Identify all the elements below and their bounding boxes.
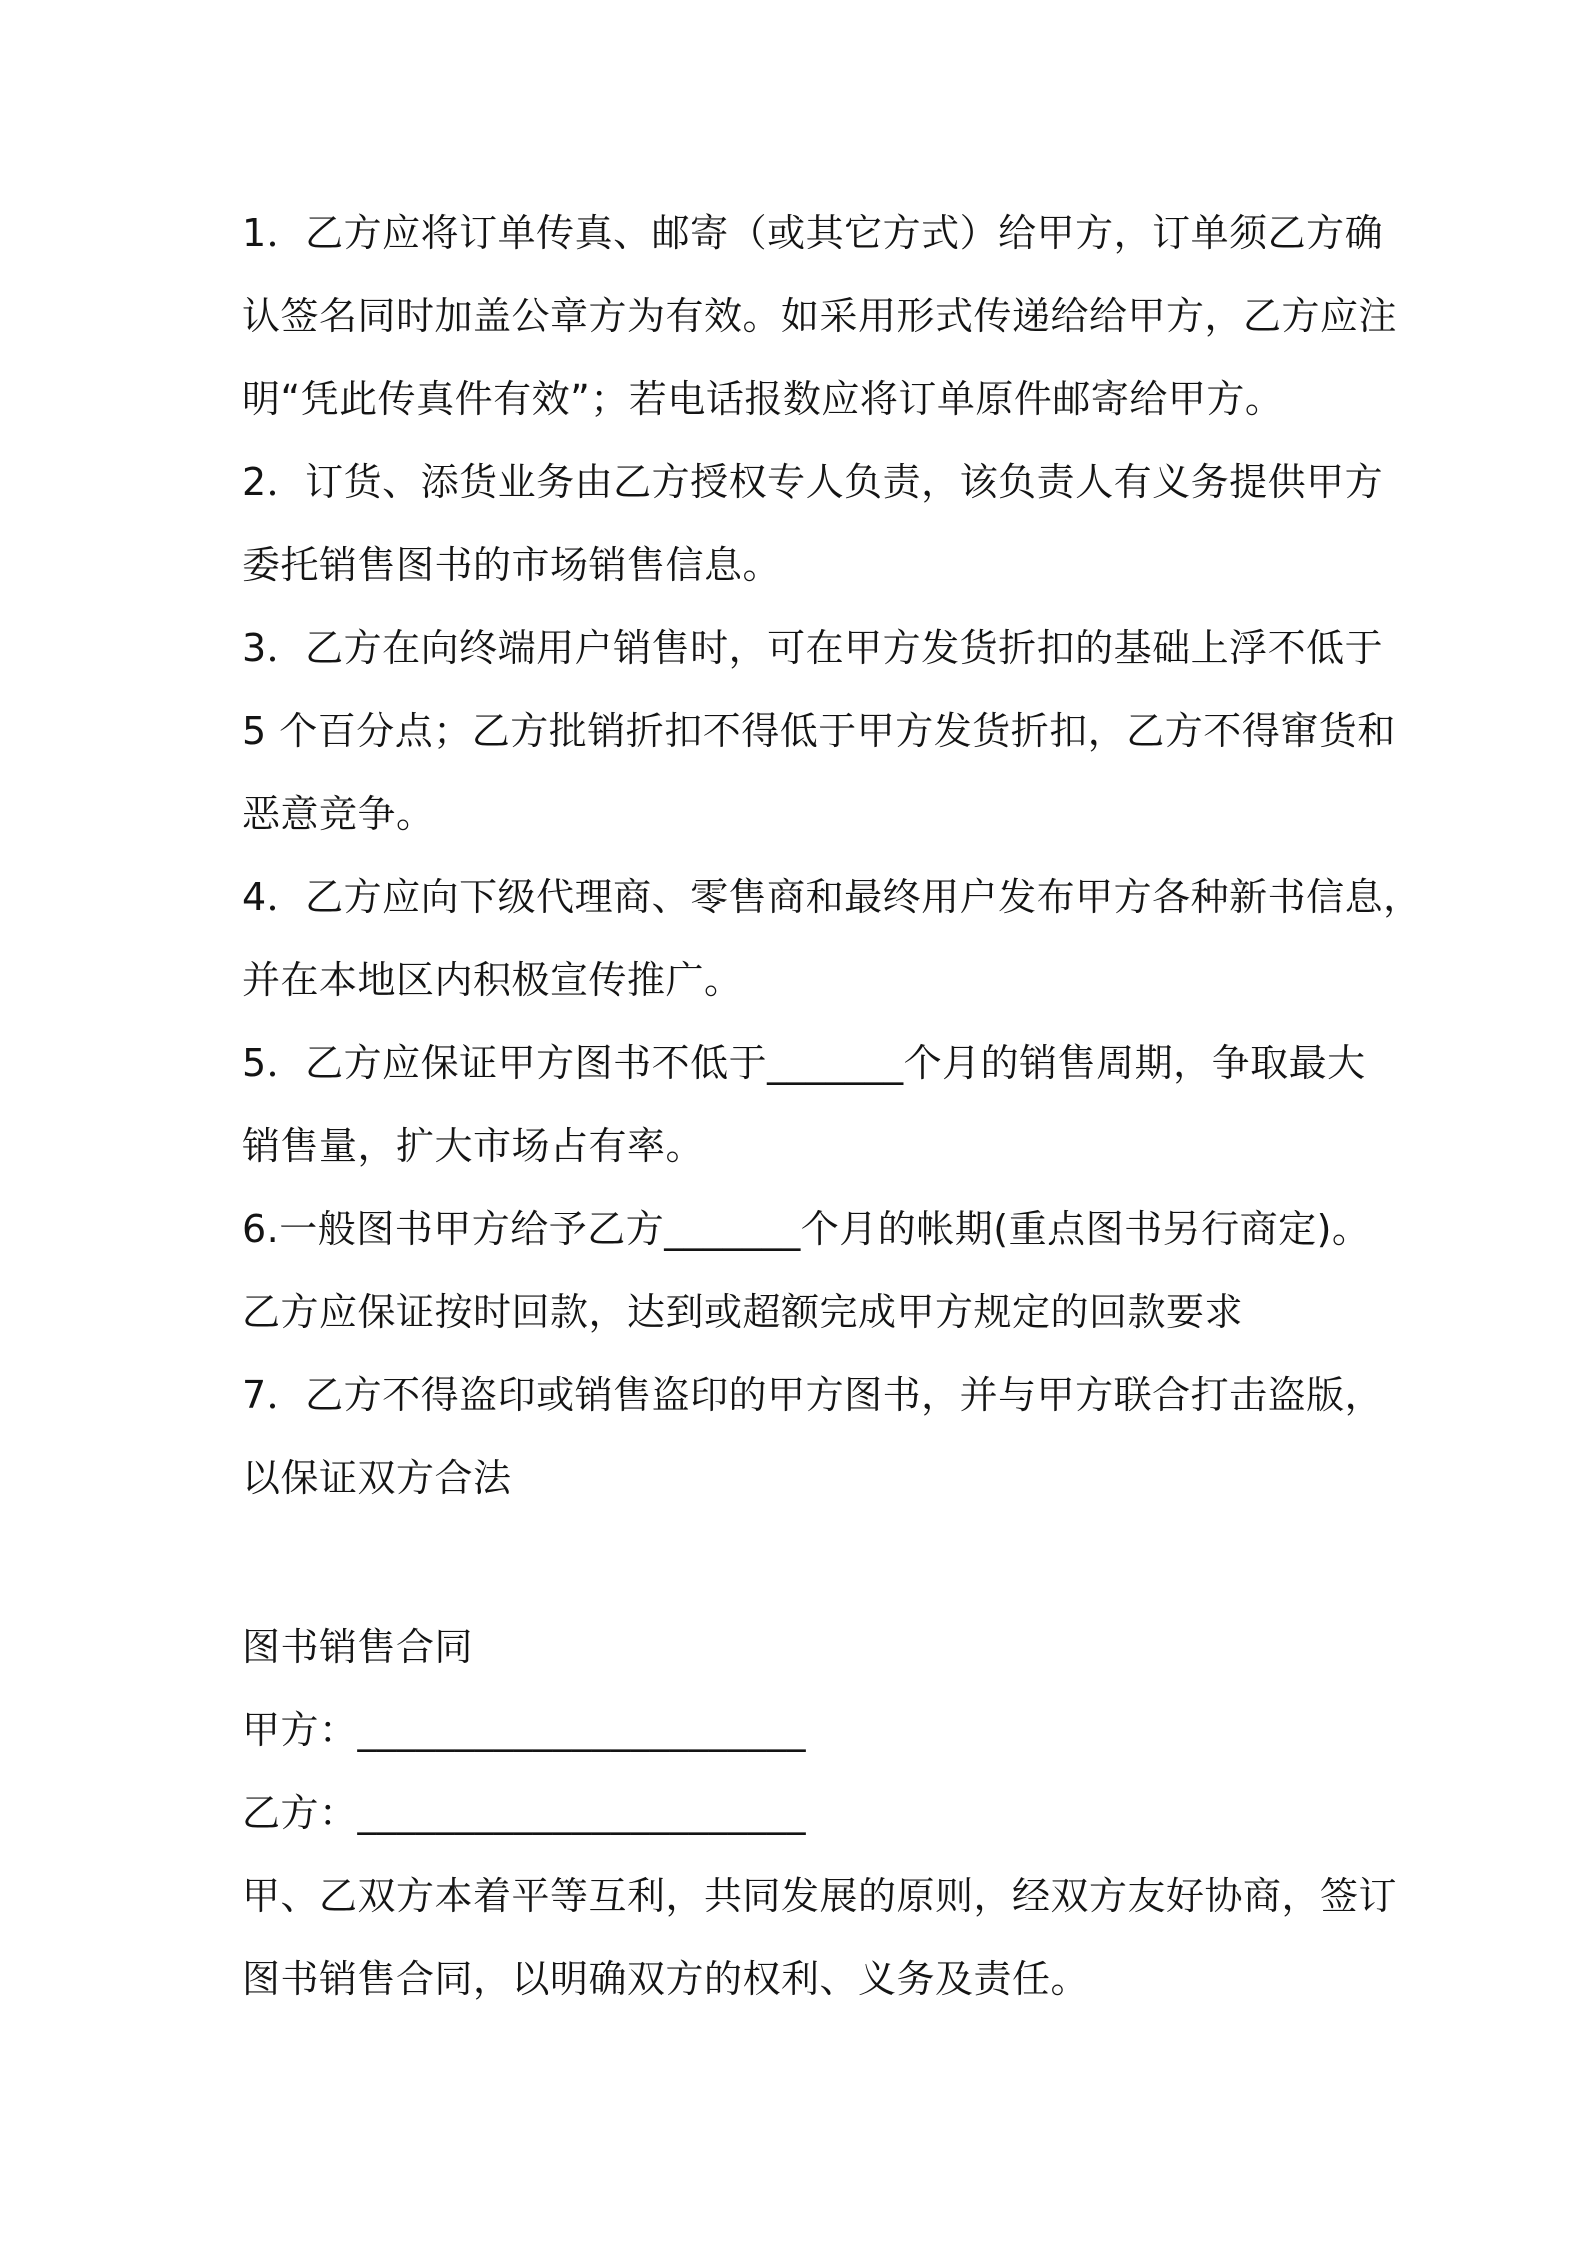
clause-line: 3．乙方在向终端用户销售时，可在甲方发货折扣的基础上浮不低于	[242, 626, 1384, 670]
section-gap	[242, 1520, 1372, 1606]
clause-5	[242, 1022, 1372, 1188]
clause-line: 销售量，扩大市场占有率。	[242, 1124, 705, 1168]
clause-6	[242, 1188, 1372, 1354]
document-body	[242, 192, 1422, 2021]
clause-line: 并在本地区内积极宣传推广。	[242, 958, 743, 1002]
clause-line: 5 个百分点；乙方批销折扣不得低于甲方发货折扣，乙方不得窜货和	[242, 709, 1396, 753]
clause-line: 7．乙方不得盗印或销售盗印的甲方图书，并与甲方联合打击盗版，	[242, 1373, 1384, 1417]
clause-3	[242, 607, 1396, 856]
party-b-field: 乙方：_______________________	[242, 1791, 807, 1835]
clause-line: 认签名同时加盖公章方为有效。如采用形式传递给给甲方，乙方应注	[242, 294, 1398, 338]
preamble-line: 图书销售合同，以明确双方的权利、义务及责任。	[242, 1957, 1090, 2001]
contract-title: 图书销售合同	[242, 1625, 474, 1669]
clause-line: 4．乙方应向下级代理商、零售商和最终用户发布甲方各种新书信息，	[242, 875, 1422, 919]
clause-7	[242, 1354, 1384, 1520]
clause-line: 5．乙方应保证甲方图书不低于_______个月的销售周期，争取最大	[242, 1041, 1366, 1085]
preamble-line: 甲、乙双方本着平等互利，共同发展的原则，经双方友好协商，签订	[242, 1874, 1398, 1918]
clause-line: 委托销售图书的市场销售信息。	[242, 543, 782, 587]
party-a-field: 甲方：_______________________	[242, 1708, 807, 1752]
contract-section	[242, 1606, 1398, 2021]
clause-line: 6.一般图书甲方给予乙方_______个月的帐期(重点图书另行商定)。	[242, 1207, 1371, 1251]
clause-line: 以保证双方合法	[242, 1456, 512, 1500]
clause-1	[242, 192, 1398, 441]
clause-line: 恶意竞争。	[242, 792, 435, 836]
clause-line: 乙方应保证按时回款，达到或超额完成甲方规定的回款要求	[242, 1290, 1244, 1334]
clause-line: 明“凭此传真件有效”；若电话报数应将订单原件邮寄给甲方。	[242, 377, 1284, 421]
clause-line: 1．乙方应将订单传真、邮寄（或其它方式）给甲方，订单须乙方确	[242, 211, 1384, 255]
clause-2	[242, 441, 1384, 607]
clause-4	[242, 856, 1422, 1022]
clause-line: 2．订货、添货业务由乙方授权专人负责，该负责人有义务提供甲方	[242, 460, 1384, 504]
